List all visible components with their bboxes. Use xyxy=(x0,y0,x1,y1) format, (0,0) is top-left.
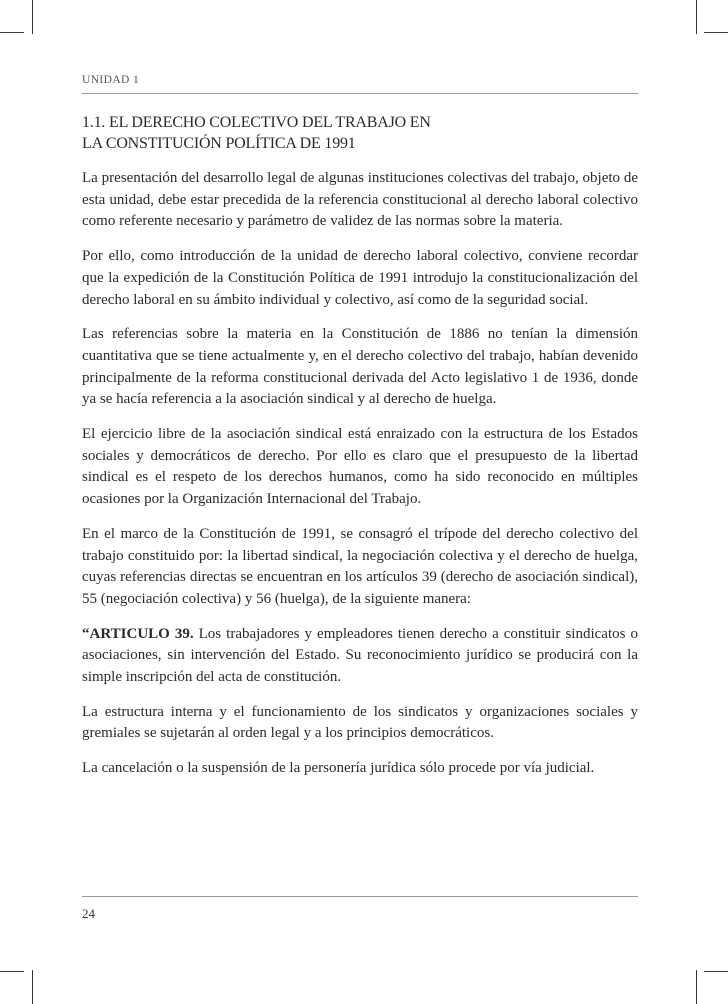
article-paragraph-2: La estructura interna y el funcionamiento de los sindicatos y organizaciones sociales y gremiales se sujetarán al orden legal y a los principios democráticos. xyxy=(82,703,638,742)
crop-mark-top-left-h xyxy=(0,32,24,33)
page-number: 24 xyxy=(82,896,638,922)
article-39-text: Los trabajadores y empleadores tienen derecho a constituir sindicatos o asociaciones, sin intervención del Estado. Su reconocimiento jurídico se producirá con la simple inscripción del acta de constitución. xyxy=(82,625,638,686)
article-39-heading: “ARTICULO 39. xyxy=(82,625,194,642)
paragraph-4: El ejercicio libre de la asociación sindical está enraizado con la estructura de los Estados sociales y democráticos de derecho. Por ello es claro que el presupuesto de la libertad sindical es el respeto de los derechos humanos, como ha sido reconocido en múltiples ocasiones por la Organización Internacional del Trabajo. xyxy=(82,426,638,508)
crop-mark-top-right-h xyxy=(704,32,728,33)
paragraph-5: En el marco de la Constitución de 1991, se consagró el trípode del derecho colectivo del trabajo constituido por: la libertad sindical, la negociación colectiva y el derecho de huelga, cuyas referencias directas se encuentran en los artículos 39 (derecho de asociación sindical), 55 (negociación colectiva) y 56 (huelga), de la siguiente manera: xyxy=(82,525,638,607)
crop-mark-bottom-left-h xyxy=(0,971,24,972)
section-title xyxy=(82,112,638,154)
crop-mark-bottom-right xyxy=(696,970,697,1004)
paragraph-3: Las referencias sobre la materia en la Constitución de 1886 no tenían la dimensión cuantitativa que se tiene actualmente y, en el derecho colectivo del trabajo, habían devenido principalmente de la reforma constitucional derivada del Acto legislativo 1 de 1936, donde ya se hacía referencia a la asociación sindical y al derecho de huelga. xyxy=(82,326,638,408)
article-39-paragraph xyxy=(82,624,638,689)
crop-mark-bottom-right-h xyxy=(704,971,728,972)
body-text xyxy=(82,168,638,780)
paragraph-2: Por ello, como introducción de la unidad de derecho laboral colectivo, conviene recordar que la expedición de la Constitución Política de 1991 introdujo la constitucionalización del derecho laboral en su ámbito individual y colectivo, así como de la seguridad social. xyxy=(82,248,638,308)
article-paragraph-3: La cancelación o la suspensión de la personería jurídica sólo procede por vía judicial. xyxy=(82,760,595,777)
paragraph-1: La presentación del desarrollo legal de algunas instituciones colectivas del trabajo, objeto de esta unidad, debe estar precedida de la referencia constitucional al derecho laboral colectivo como referente necesario y parámetro de validez de las normas sobre la materia. xyxy=(82,170,638,230)
section-title-line-2: LA CONSTITUCIÓN POLÍTICA DE 1991 xyxy=(82,135,356,152)
crop-mark-bottom-left xyxy=(32,970,33,1004)
crop-mark-top-left xyxy=(32,0,33,34)
crop-mark-top-right xyxy=(696,0,697,34)
page-content xyxy=(82,74,638,780)
section-title-line-1: 1.1. EL DERECHO COLECTIVO DEL TRABAJO EN xyxy=(82,114,431,131)
unit-label: UNIDAD 1 xyxy=(82,74,638,94)
